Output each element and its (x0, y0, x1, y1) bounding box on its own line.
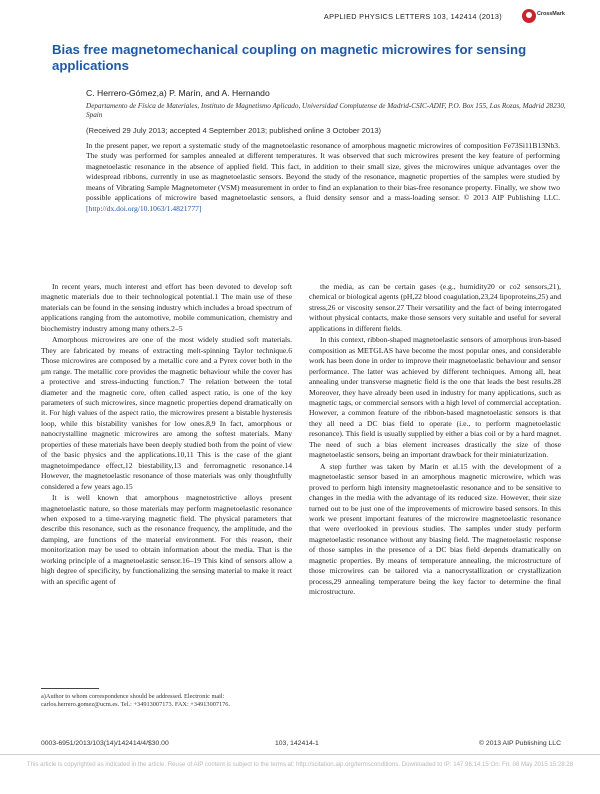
download-notice: This article is copyrighted as indicated in the article. Reuse of AIP content is subject to the terms at: http://scitation.aip.org/termsconditions. Downloaded to IP: 147.96.14.15 On: Fri, 08 May 2015 15:28:28 (26, 761, 574, 768)
paragraph: the media, as can be certain gases (e.g., humidity20 or co2 sensors,21), chemical or biological agents (pH,22 blood coagulation,23,24 lipoproteins,25) and stress,26 or viscosity sensor.27 Their versatility and the fact of being interrogated without physical contacts, make those sensors very suitable and useful for several applications in different fields. (309, 282, 561, 333)
paper-title: Bias free magnetomechanical coupling on magnetic microwires for sensing applications (52, 42, 527, 73)
paragraph: In this context, ribbon-shaped magnetoelastic sensors of amorphous iron-based composition as METGLAS have become the most popular ones, and considerable work has been done in order to improve their magnetoelastic behaviour and sensor performance. The latter was achieved by different techniques. Among all, heat annealing under transverse magnetic field is the one that leads the best results.28 Moreover, they have already been used in industry for many applications, such as magnetic tags, or commercial sensors with a high level of commercial acceptation. However, a common feature of the ribbon-based magnetoelastic sensors is that they all need a DC bias field to operate (i.e., to perform magnetoelastic resonance). This field is usually supplied by either a bias coil or by a hard magnet. The need of such a bias element increases drastically the size of those magnetoelastic sensors, being an important drawback for their miniaturization. (309, 335, 561, 460)
author-list: C. Herrero-Gómez,a) P. Marín, and A. Hernando (86, 88, 270, 98)
body-column-right (309, 282, 561, 599)
paragraph: In recent years, much interest and effort has been devoted to develop soft magnetic materials due to their technological potential.1 The main use of these materials can be found in the sensing industry which includes a broad spectrum of applications ranging from the automotive, mobile communication, chemistry and biochemistry industry among many others.2–5 (41, 282, 292, 333)
footer-page-number: 103, 142414-1 (275, 740, 319, 747)
abstract-text: In the present paper, we report a systematic study of the magnetoelastic resonance of amorphous magnetic microwires of composition Fe73Si11B13Nb3. The study was performed for samples annealed at different temperatures. It was observed that such microwires present the key feature of performing magnetoelastic resonance in the absence of applied field. This fact, in addition to their small size, gives the microwires unique advantages over the widespread ribbons, currently in use as magnetoelastic sensors. Beyond the study of the resonance, magnetic properties of the samples were studied by means of Vibrating Sample Magnetometer (VSM) measurement in order to find an explanation to their bias-free resonance property. Finally, we show two possible applications of microwire based magnetoelastic sensors, a fluid density sensor and a mass-loading sensor. © 2013 AIP Publishing LLC. (86, 141, 560, 203)
footer-divider (0, 754, 600, 755)
crossmark-logo[interactable] (522, 7, 565, 33)
paragraph: A step further was taken by Marín et al.15 with the development of a magnetoelastic sensor based in an amorphous magnetic microwire, which was proved to perform high intensity magnetoelastic resonance and to be sensitive to changes in the media with the advantage of its reduced size. However, their size turned out to be just one of the improvements of microwire based sensors. In this work we present important features of the microwire magnetoelastic resonance that were overlooked in previous studies. The samples under study perform magnetoelastic resonance without any biasing field. The magnetoelastic response of those samples in the presence of a DC bias field depends dramatically on magnetic properties. By means of temperature annealing, the microstructure of those microwires can be tailored via a nanocrystallization or crystallization process,29 annealing temperature being the key factor to determine the final microstructure. (309, 461, 561, 597)
footer-copyright: © 2013 AIP Publishing LLC (479, 740, 561, 747)
crossmark-icon (522, 9, 536, 23)
footnote-divider (41, 688, 99, 689)
paragraph: Amorphous microwires are one of the most widely studied soft materials. They are fabricated by means of extracting melt-spinning Taylor technique.6 Those microwires are composed by a metallic core and a Pyrex cover both in the μm range. The metallic core provides the magnetic behaviour while the cover has a protective and stress-inducting function.7 The relation between the total diameter and the magnetic core, often called aspect ratio, is one of the key parameters of such microwires, since magnetic properties depend dramatically on it. For high values of the aspect ratio, the microwires present a bistable hysteresis loop, while this bistability vanishes for low ones.8,9 In fact, amorphous or nanocrystalline magnetic microwires are among the softest materials. Many properties of these materials have been deeply studied both from the point of view of the basic physics and the applications.10,11 This is the case of the giant magnetoimpedance effect,12 biestability,13 and ferromagnetic resonance.14 However, the magnetoelastic resonance of those materials was only thoughtfully considered a few years ago.15 (41, 335, 292, 491)
abstract (86, 141, 560, 214)
affiliation: Departamento de Física de Materiales, Instituto de Magnetismo Aplicado, Universidad Complutense de Madrid-CSIC-ADIF, P.O. Box 155, Las Rozas, Madrid 28230, Spain (86, 102, 566, 120)
body-column-left (41, 282, 292, 588)
crossmark-label: CrossMark (537, 11, 565, 17)
paragraph: It is well known that amorphous magnetostrictive alloys present magnetoelastic nature, so those materials may perform magnetoelastic resonance when exposed to a time-varying magnetic field. The physical parameters that describe this resonance, such as the resonance frequency, the amplitude, and the damping, are functions of the material environment. For this reason, their monitorization may be used to obtain information about the media. That is the working principle of a magnetoelastic sensor.16–19 This kind of sensors allow a high degree of specificity, by functionalizing the sensing material to make it react with an specific agent of (41, 493, 292, 586)
journal-header: APPLIED PHYSICS LETTERS 103, 142414 (2013) (323, 12, 502, 21)
footer-issn: 0003-6951/2013/103(14)/142414/4/$30.00 (41, 740, 169, 747)
received-dates: (Received 29 July 2013; accepted 4 September 2013; published online 3 October 2013) (86, 126, 382, 135)
correspondence-footnote: a)Author to whom correspondence should be addressed. Electronic mail: carlos.herrero.gomez@ucm.es. Tel.: +34913007173. FAX: +34913007176. (41, 693, 231, 709)
doi-link[interactable]: [http://dx.doi.org/10.1063/1.4821777] (86, 203, 202, 213)
